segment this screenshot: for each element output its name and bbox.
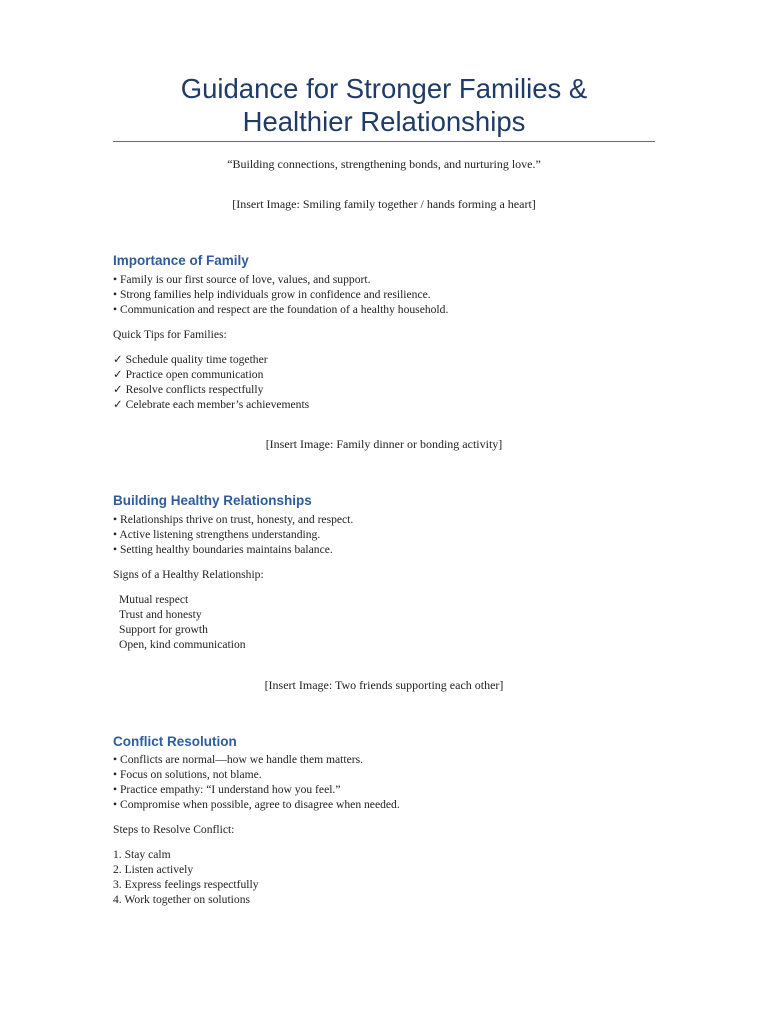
list-item: Trust and honesty — [119, 608, 202, 621]
list-item: 1. Stay calm — [113, 848, 171, 861]
family-bullet-list — [113, 272, 673, 317]
section-heading-family: Importance of Family — [113, 253, 249, 268]
conflict-bullet-list — [113, 752, 673, 812]
list-item: • Active listening strengthens understanding. — [113, 528, 321, 541]
list-item: Support for growth — [119, 623, 208, 636]
list-item: • Practice empathy: “I understand how you feel.” — [113, 783, 341, 796]
tagline: “Building connections, strengthening bonds, and nurturing love.” — [227, 157, 541, 171]
list-item: • Communication and respect are the foundation of a healthy household. — [113, 303, 449, 316]
section-heading-conflict: Conflict Resolution — [113, 734, 237, 749]
page-title — [113, 72, 655, 138]
image-placeholder-top: [Insert Image: Smiling family together / hands forming a heart] — [232, 197, 536, 211]
list-item: 2. Listen actively — [113, 863, 194, 876]
list-item: • Compromise when possible, agree to disagree when needed. — [113, 798, 400, 811]
family-tips-list — [113, 352, 673, 412]
list-item: • Focus on solutions, not blame. — [113, 768, 262, 781]
list-item: ✓ Celebrate each member’s achievements — [113, 398, 310, 411]
list-item: Mutual respect — [119, 593, 189, 606]
list-item: • Conflicts are normal—how we handle them matters. — [113, 753, 364, 766]
list-item: ✓ Resolve conflicts respectfully — [113, 383, 264, 396]
page-title-line-1: Guidance for Stronger Families & — [180, 73, 588, 104]
relationships-signs-list — [119, 592, 679, 652]
family-tips-label: Quick Tips for Families: — [113, 328, 227, 341]
relationships-signs-label: Signs of a Healthy Relationship: — [113, 568, 264, 581]
page-title-line-2: Healthier Relationships — [242, 106, 526, 137]
conflict-steps-label: Steps to Resolve Conflict: — [113, 823, 235, 836]
list-item: • Strong families help individuals grow in confidence and resilience. — [113, 288, 431, 301]
list-item: ✓ Practice open communication — [113, 368, 264, 381]
list-item: • Relationships thrive on trust, honesty, and respect. — [113, 513, 354, 526]
list-item: • Family is our first source of love, values, and support. — [113, 273, 371, 286]
title-divider — [113, 141, 655, 142]
list-item: ✓ Schedule quality time together — [113, 353, 268, 366]
image-placeholder-relationships: [Insert Image: Two friends supporting each other] — [264, 678, 504, 692]
list-item: 3. Express feelings respectfully — [113, 878, 259, 891]
list-item: 4. Work together on solutions — [113, 893, 251, 906]
conflict-steps-list — [113, 847, 673, 907]
section-heading-relationships: Building Healthy Relationships — [113, 493, 312, 508]
relationships-bullet-list — [113, 512, 673, 557]
list-item: Open, kind communication — [119, 638, 246, 651]
list-item: • Setting healthy boundaries maintains balance. — [113, 543, 333, 556]
image-placeholder-family: [Insert Image: Family dinner or bonding activity] — [265, 437, 503, 451]
